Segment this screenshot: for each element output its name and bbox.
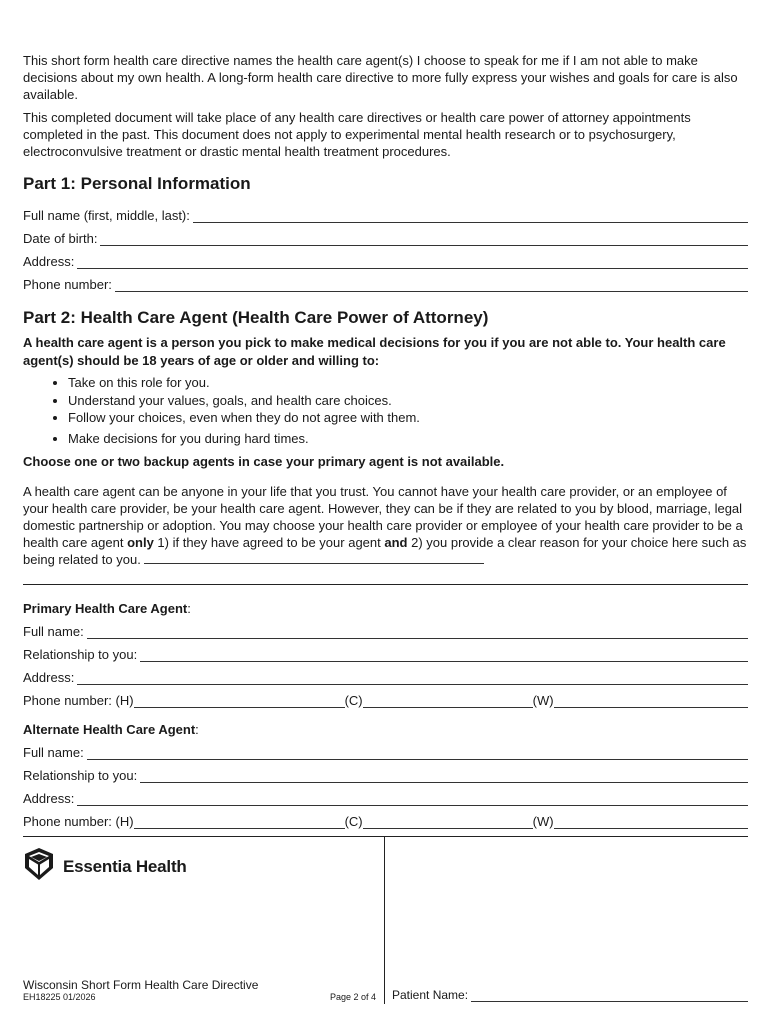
field-label: Full name (first, middle, last):: [23, 208, 190, 223]
fill-line[interactable]: [193, 208, 748, 223]
page-number: Page 2 of 4: [330, 992, 377, 1002]
cell-phone-line[interactable]: [363, 693, 533, 708]
field-label: Phone number: (H): [23, 814, 134, 829]
fill-line[interactable]: [77, 254, 748, 269]
essentia-mark-icon: [23, 846, 55, 887]
alternate-phone-field[interactable]: [23, 806, 748, 829]
cell-phone-line[interactable]: [363, 814, 533, 829]
list-item: • Follow your choices, even when they do not agree with them.: [68, 409, 748, 427]
intro-paragraph-2: This completed document will take place of any health care directives or health care power of attorney appointments completed in the past. This document does not apply to experimental mental health research or to psychosurgery, electroconvulsive treatment or drastic mental health treatment procedures.: [23, 110, 691, 159]
fill-line[interactable]: [87, 624, 748, 639]
subheading-colon: :: [195, 722, 199, 737]
subheading-colon: :: [187, 601, 191, 616]
agent-definition: A health care agent is a person you pick to make medical decisions for you if you are not able to. Your health care agent(s) should be 18 years of age or older and willing to:: [23, 335, 726, 368]
subheading-text: Primary Health Care Agent: [23, 601, 188, 616]
field-label: Address:: [23, 254, 75, 269]
backup-agents-note: Choose one or two backup agents in case your primary agent is not available.: [23, 454, 505, 469]
field-label: Full name:: [23, 624, 84, 639]
full-name-field[interactable]: [23, 200, 748, 223]
field-label: Patient Name:: [392, 988, 469, 1002]
alternate-agent-heading: [23, 722, 748, 737]
primary-phone-field[interactable]: [23, 685, 748, 708]
patient-name-field[interactable]: [392, 988, 748, 1002]
fill-line[interactable]: [115, 277, 748, 292]
field-label: Phone number:: [23, 277, 112, 292]
fill-line[interactable]: [77, 791, 748, 806]
fill-line[interactable]: [140, 768, 748, 783]
field-label: Date of birth:: [23, 231, 98, 246]
field-label: Address:: [23, 791, 75, 806]
alternate-relationship-field[interactable]: [23, 760, 748, 783]
primary-full-name-field[interactable]: [23, 616, 748, 639]
paragraph-text: A health care agent can be anyone in your life that you trust. You cannot have your health care provider, or an employee of your health care provider, be your health care agent. However, they can be if they are related to you by blood, marriage, legal domestic partnership or adoption. You may choose your health care provider or employee of your health care provider to be a health care agent: [23, 484, 743, 550]
cell-label: (C): [344, 814, 363, 829]
list-item: • Understand your values, goals, and health care choices.: [68, 392, 748, 410]
logo-text: Essentia Health: [63, 856, 187, 876]
phone-field[interactable]: [23, 269, 748, 292]
reason-second-line[interactable]: [23, 584, 748, 585]
primary-address-field[interactable]: [23, 662, 748, 685]
fill-line[interactable]: [87, 745, 748, 760]
work-phone-line[interactable]: [554, 814, 748, 829]
emphasis-and: and: [384, 535, 408, 550]
field-label: Phone number: (H): [23, 693, 134, 708]
document-page: [23, 52, 748, 829]
alternate-full-name-field[interactable]: [23, 737, 748, 760]
part2-heading: Part 2: Health Care Agent (Health Care Power of Attorney): [23, 308, 489, 327]
fill-line[interactable]: [140, 647, 748, 662]
home-phone-line[interactable]: [134, 693, 345, 708]
primary-agent-heading: [23, 601, 748, 616]
work-phone-line[interactable]: [554, 693, 748, 708]
list-item: • Take on this role for you.: [68, 374, 748, 392]
agent-eligibility-paragraph: [23, 483, 748, 568]
work-label: (W): [532, 814, 554, 829]
list-item: • Make decisions for you during hard times.: [68, 430, 748, 448]
primary-relationship-field[interactable]: [23, 639, 748, 662]
cell-label: (C): [344, 693, 363, 708]
reason-fill-line[interactable]: [144, 552, 484, 564]
form-code: EH18225 01/2026: [23, 992, 96, 1002]
date-of-birth-field[interactable]: [23, 223, 748, 246]
work-label: (W): [532, 693, 554, 708]
form-title: Wisconsin Short Form Health Care Directive: [23, 978, 259, 992]
part1-heading: Part 1: Personal Information: [23, 174, 251, 193]
field-label: Address:: [23, 670, 75, 685]
paragraph-text: 1) if they have agreed to be your agent: [153, 535, 385, 550]
essentia-logo: [23, 846, 187, 887]
alternate-address-field[interactable]: [23, 783, 748, 806]
fill-line[interactable]: [100, 231, 748, 246]
footer-divider: [23, 836, 748, 837]
intro-paragraph-1: This short form health care directive names the health care agent(s) I choose to speak for me if I am not able to make decisions about my own health. A long-form health care directive to more fully express your wishes and goals for care is also available.: [23, 53, 738, 102]
field-label: Full name:: [23, 745, 84, 760]
field-label: Relationship to you:: [23, 768, 138, 783]
home-phone-line[interactable]: [134, 814, 345, 829]
fill-line[interactable]: [77, 670, 748, 685]
field-label: Relationship to you:: [23, 647, 138, 662]
footer-vertical-divider: [384, 837, 385, 1004]
emphasis-only: only: [127, 535, 154, 550]
fill-line[interactable]: [471, 989, 748, 1002]
agent-duties-list: [23, 374, 748, 447]
address-field[interactable]: [23, 246, 748, 269]
paragraph-text: 2) you provide a clear reason for your choice here such as being related to you.: [23, 535, 747, 567]
subheading-text: Alternate Health Care Agent: [23, 722, 196, 737]
